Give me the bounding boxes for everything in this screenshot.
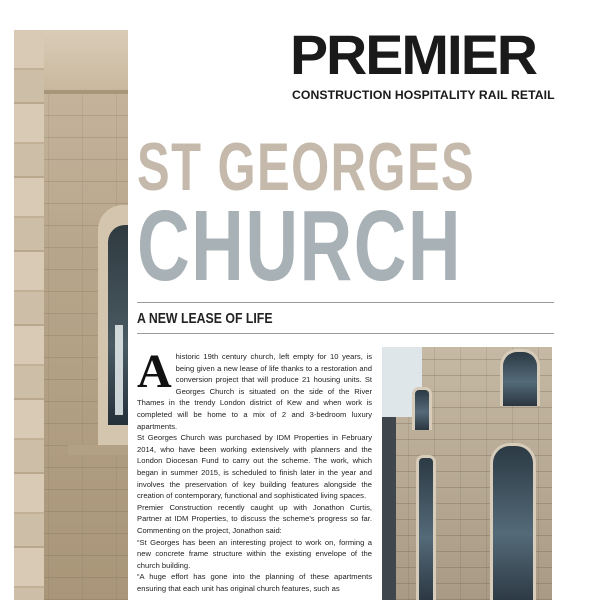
paragraph-2: St Georges Church was purchased by IDM Properties in February 2014, who have been working extensively with planners and the London Diocesan Fund to carry out the scheme. The work, which began in summer 2015, is scheduled to finish later in the year and involves the preservation of key building features alongside the creation of contemporary, functional and sophisticated living spaces. (137, 433, 372, 501)
church-photo-left (14, 30, 128, 600)
window-sill (68, 445, 128, 455)
article-body (137, 345, 372, 594)
arched-window-large (490, 443, 536, 600)
paragraph-5: “A huge effort has gone into the planning of these apartments ensuring that each unit has original church features, such as (137, 572, 372, 593)
church-photo-right (382, 347, 552, 600)
headline-line-2: CHURCH (137, 190, 463, 302)
stone-quoin (14, 30, 44, 600)
divider-bottom (137, 333, 554, 334)
divider-top (137, 302, 554, 303)
headline-line-1: ST GEORGES (137, 129, 476, 205)
masthead (290, 23, 558, 102)
lancet-window (416, 455, 436, 600)
arched-window-upper (500, 349, 540, 406)
magazine-tagline: CONSTRUCTION HOSPITALITY RAIL RETAIL (292, 88, 555, 102)
article-subhead: A NEW LEASE OF LIFE (137, 310, 273, 327)
paragraph-3: Premier Construction recently caught up with Jonathon Curtis, Partner at IDM Properties, to discuss the scheme's progress so far. Commenting on the project, Jonathon said: (137, 502, 372, 535)
drop-cap: A (137, 345, 172, 398)
building-edge (382, 417, 396, 600)
arched-window (108, 225, 128, 425)
paragraph-1: Ahistoric 19th century church, left empty for 10 years, is being given a new lease of life thanks to a restoration and conversion project that will produce 21 housing units. St Georges Church is situated on the side of the River Thames in the trendy London district of Kew and when work is completed will be home to a mix of 2 and 3-bedroom luxury apartments. (137, 345, 372, 431)
magazine-logo: PREMIER (290, 23, 536, 86)
paragraph-4: “St Georges has been an interesting project to work on, forming a new concrete frame structure within the existing envelope of the church building. (137, 537, 372, 570)
stone-parapet (44, 30, 128, 94)
lancet-window-small (412, 387, 432, 430)
